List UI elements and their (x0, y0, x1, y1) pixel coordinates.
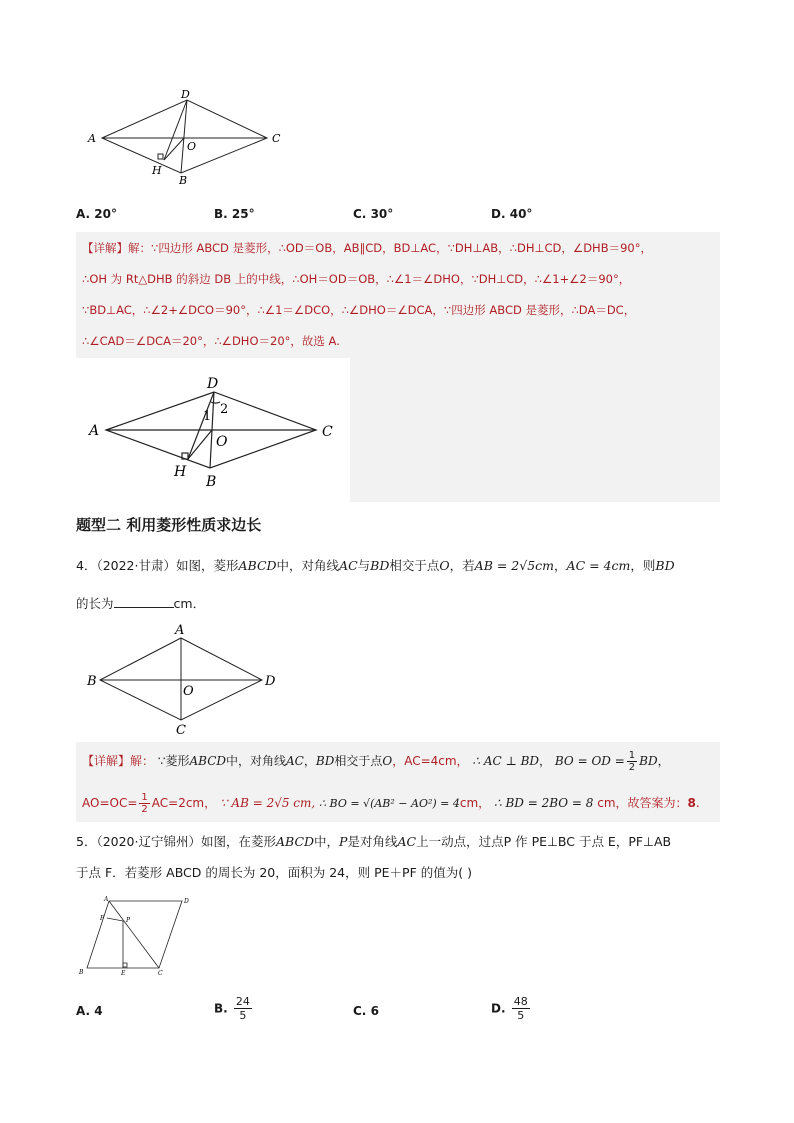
q3-label-o: O (187, 140, 197, 153)
q5-label-c: C (158, 970, 163, 977)
q3-solution-figure-panel (76, 358, 350, 502)
q3-option-b: B. 25° (214, 207, 255, 221)
q5-label-f: F (100, 915, 105, 922)
q4-rhombus-figure (84, 620, 284, 740)
q5-option-d-fraction: $\frac{48}{5}$ (513, 995, 528, 1022)
q4-label-o: O (183, 684, 194, 699)
q5-label-b: B (79, 969, 84, 976)
q3-label-b: B (179, 174, 188, 187)
q3-option-a: A. 20° (76, 207, 117, 221)
q3-rhombus-figure (80, 88, 300, 188)
q3s-label-o: O (216, 434, 228, 450)
q4-solution-line-2: AO=OC= $\frac{1}{2}$ AC=2cm， ∵ AB = 2√5 cm, ∴ BO = √(AB² − AO²) = 4cm， ∴ BD = 2BO = 8 cm，故答案为：8. (82, 792, 700, 815)
q4-solution-line-1: 【详解】解： ∵菱形ABCD中，对角线AC，BD相交于点O，AC=4cm， ∴ AC ⊥ BD， BO = OD = $\frac{1}{2}$ BD， (82, 750, 670, 773)
q3-label-a: A (88, 132, 96, 145)
q3-solution-line-1: 【详解】解：∵四边形 ABCD 是菱形，∴OD＝OB，AB∥CD，BD⊥AC，∵DH⊥AB，∴DH⊥CD，∠DHB＝90°， (82, 241, 652, 255)
q5-question-line-2: 于点 F．若菱形 ABCD 的周长为 20，面积为 24，则 PE＋PF 的值为( ) (76, 865, 472, 880)
q5-option-d: D. $\frac{48}{5}$ (491, 995, 528, 1022)
q5-option-c: C. 6 (353, 1004, 379, 1018)
q3-solution-block (76, 232, 720, 502)
q3-label-d: D (181, 88, 190, 101)
q5-option-b: B. $\frac{24}{5}$ (214, 995, 250, 1022)
q4-label-c: C (176, 723, 186, 738)
q3s-label-d: D (207, 376, 219, 392)
q3-option-c: C. 30° (353, 207, 394, 221)
q5-label-e: E (121, 970, 126, 977)
q3-solution-line-2: ∴OH 为 Rt△DHB 的斜边 DB 上的中线，∴OH＝OD＝OB，∴∠1＝∠DHO，∵DH⊥CD，∴∠1+∠2＝90°， (82, 272, 631, 286)
q3s-label-angle-2: 2 (220, 402, 229, 417)
q3-solution-rhombus-figure (76, 358, 350, 502)
q5-label-d: D (184, 898, 189, 905)
q5-label-p: P (126, 917, 131, 924)
q4-question-line-2: 的长为 cm． (76, 596, 206, 611)
q3s-label-angle-1: 1 (203, 409, 212, 424)
q5-option-b-fraction: $\frac{24}{5}$ (235, 995, 250, 1022)
q3s-label-c: C (322, 424, 333, 440)
q4-question-line-1: 4．（2022·甘肃）如图，菱形ABCD中，对角线AC与BD相交于点O，若AB = 2√5cm，AC = 4cm，则BD (76, 558, 675, 573)
q3-solution-line-4: ∴∠CAD＝∠DCA＝20°，∴∠DHO＝20°，故选 A. (82, 334, 340, 348)
q3-solution-line-3: ∵BD⊥AC，∴∠2+∠DCO＝90°，∴∠1＝∠DCO，∴∠DHO＝∠DCA，∵四边形 ABCD 是菱形，∴DA＝DC， (82, 303, 636, 317)
q3s-label-a: A (89, 423, 100, 439)
q3s-label-b: B (206, 474, 217, 490)
q3-option-d: D. 40° (491, 207, 533, 221)
q5-rhombus-figure (76, 894, 196, 980)
q3s-label-h: H (174, 464, 187, 480)
q3-label-c: C (272, 132, 281, 145)
q4-fraction-one-half-2: $\frac{1}{2}$ (141, 792, 148, 815)
q5-question-line-1: 5．（2020·辽宁锦州）如图，在菱形ABCD中，P是对角线AC上一动点，过点P 作 PE⊥BC 于点 E，PF⊥AB (76, 834, 672, 849)
q4-fraction-one-half: $\frac{1}{2}$ (628, 750, 636, 773)
q4-answer-blank (114, 595, 174, 608)
q4-label-a: A (175, 623, 185, 638)
q4-label-b: B (87, 674, 97, 689)
q5-option-a: A. 4 (76, 1004, 103, 1018)
q4-label-d: D (265, 674, 276, 689)
section-title: 题型二 利用菱形性质求边长 (76, 516, 262, 534)
q5-label-a: A (104, 896, 109, 903)
q3-label-h: H (152, 164, 162, 177)
q4-solution-block (76, 742, 720, 822)
